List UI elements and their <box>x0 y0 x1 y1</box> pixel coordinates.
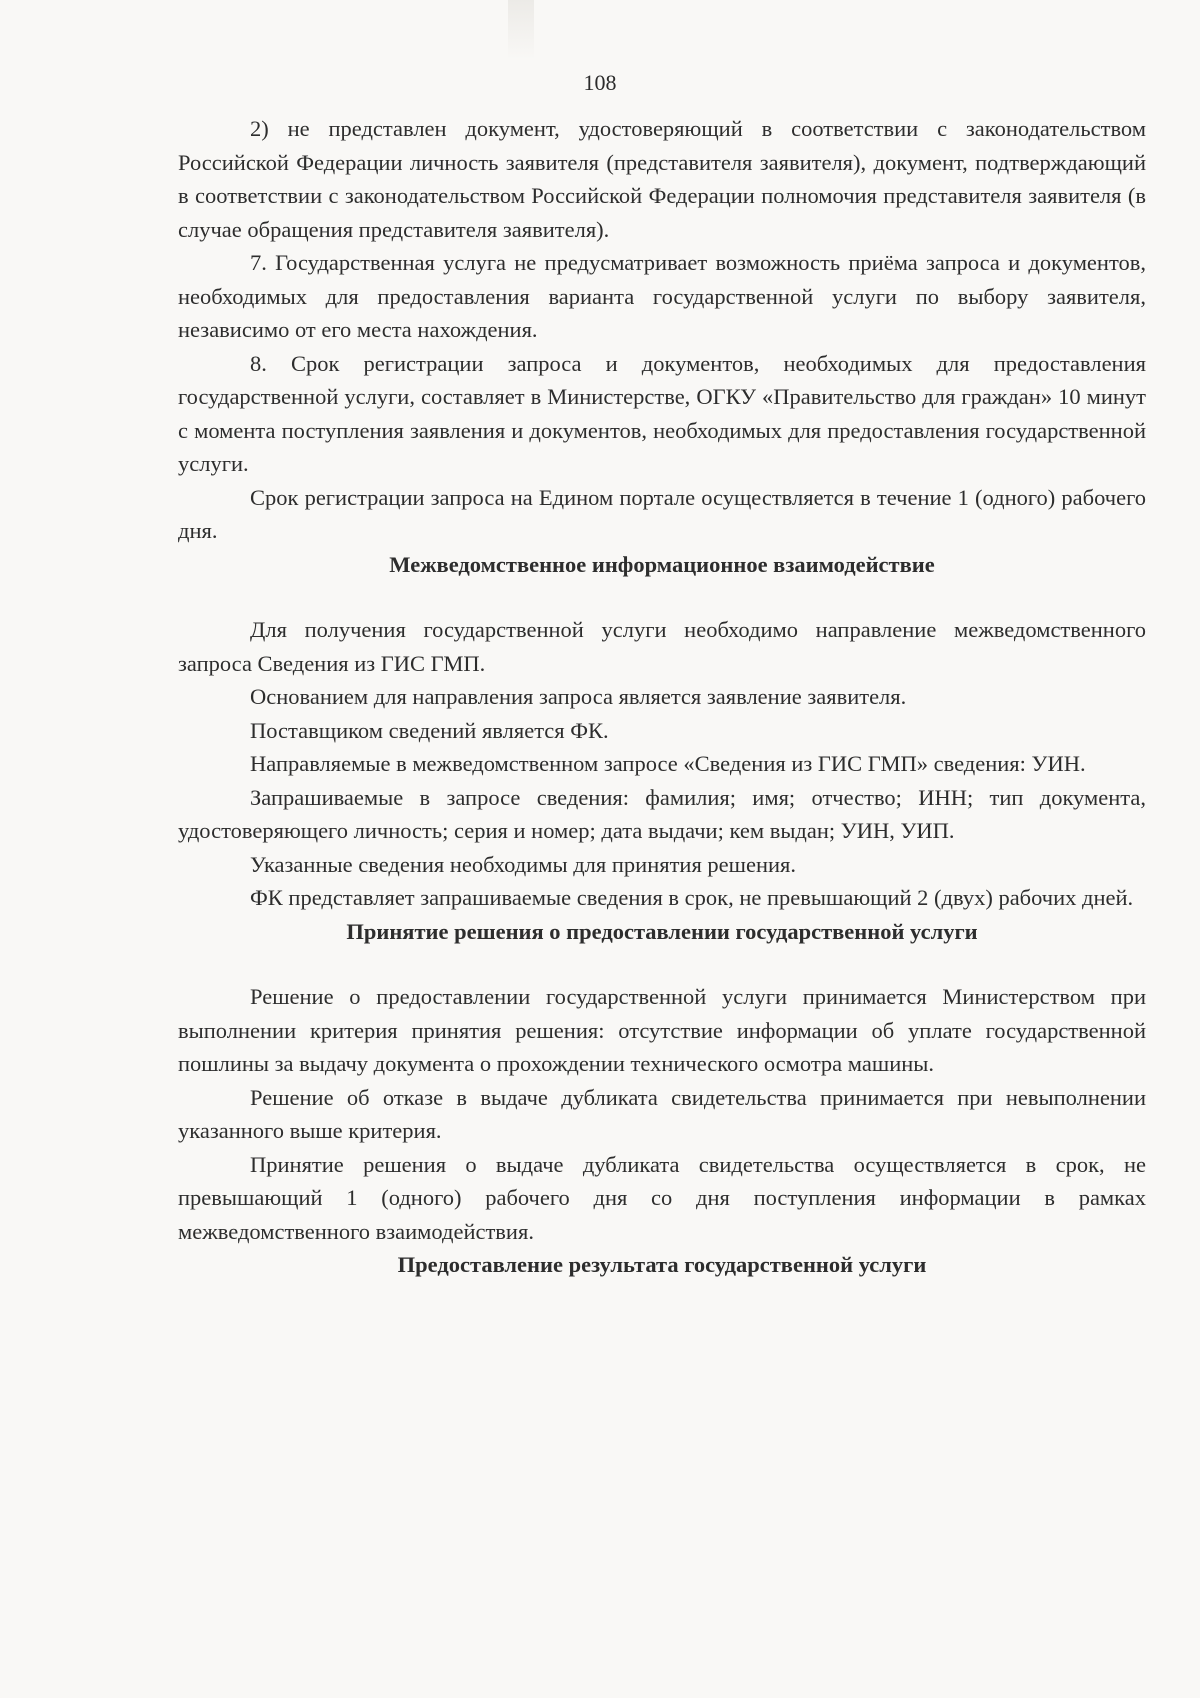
paragraph-sent-data: Направляемые в межведомственном запросе «Сведения из ГИС ГМП» сведения: УИН. <box>250 751 1086 776</box>
paragraph-request-basis: Основанием для направления запроса является заявление заявителя. <box>250 684 907 709</box>
page-number: 108 <box>583 70 617 95</box>
scan-artifact <box>508 0 534 60</box>
paragraph-interagency-request: Для получения государственной услуги необходимо направление межведомственного запроса Сведения из ГИС ГМП. <box>178 617 1146 676</box>
paragraph-item-8: 8. Срок регистрации запроса и документов, необходимых для предоставления государственной услуги, составляет в Министерстве, ОГКУ «Правительство для граждан» 10 минут с момента поступления заявления и документов, необходимых для предоставления государственной услуги. <box>178 350 1146 476</box>
paragraph-decision-criterion: Решение о предоставлении государственной услуги принимается Министерством при выполнении критерия принятия решения: отсутствие информации об уплате государственной пошлины за выдачу документа о прохождении технического осмотра машины. <box>178 984 1146 1076</box>
paragraph-data-provider: Поставщиком сведений является ФК. <box>250 717 609 743</box>
paragraph-portal-registration-term: Срок регистрации запроса на Едином портале осуществляется в течение 1 (одного) рабочего дня. <box>178 484 1146 543</box>
paragraph-item-7: 7. Государственная услуга не предусматривает возможность приёма запроса и документов, необходимых для предоставления варианта государственной услуги по выбору заявителя, независимо от его места нахождения. <box>178 250 1146 342</box>
document-body <box>178 112 1146 1282</box>
paragraph-missing-identity-document: 2) не представлен документ, удостоверяющий в соответствии с законодательством Российской Федерации личность заявителя (представителя заявителя), документ, подтверждающий в соответствии с законодательством Российской Федерации полномочия представителя заявителя (в случае обращения представителя заявителя). <box>178 116 1146 242</box>
paragraph-refusal: Решение об отказе в выдаче дубликата свидетельства принимается при невыполнении указанного выше критерия. <box>178 1084 1146 1143</box>
paragraph-data-purpose: Указанные сведения необходимы для принятия решения. <box>250 851 797 877</box>
paragraph-decision-term: Принятие решения о выдаче дубликата свидетельства осуществляется в срок, не превышающий 1 (одного) рабочего дня со дня поступления информации в рамках межведомственного взаимодействия. <box>178 1151 1146 1244</box>
paragraph-response-term: ФК представляет запрашиваемые сведения в срок, не превышающий 2 (двух) рабочих дней. <box>250 885 1134 910</box>
heading-interagency-interaction: Межведомственное информационное взаимодействие <box>389 551 935 577</box>
heading-result-provision: Предоставление результата государственной услуги <box>397 1252 927 1277</box>
heading-decision: Принятие решения о предоставлении государственной услуги <box>346 918 978 944</box>
paragraph-requested-data: Запрашиваемые в запросе сведения: фамилия; имя; отчество; ИНН; тип документа, удостоверяющего личность; серия и номер; дата выдачи; кем выдан; УИН, УИП. <box>178 784 1146 843</box>
